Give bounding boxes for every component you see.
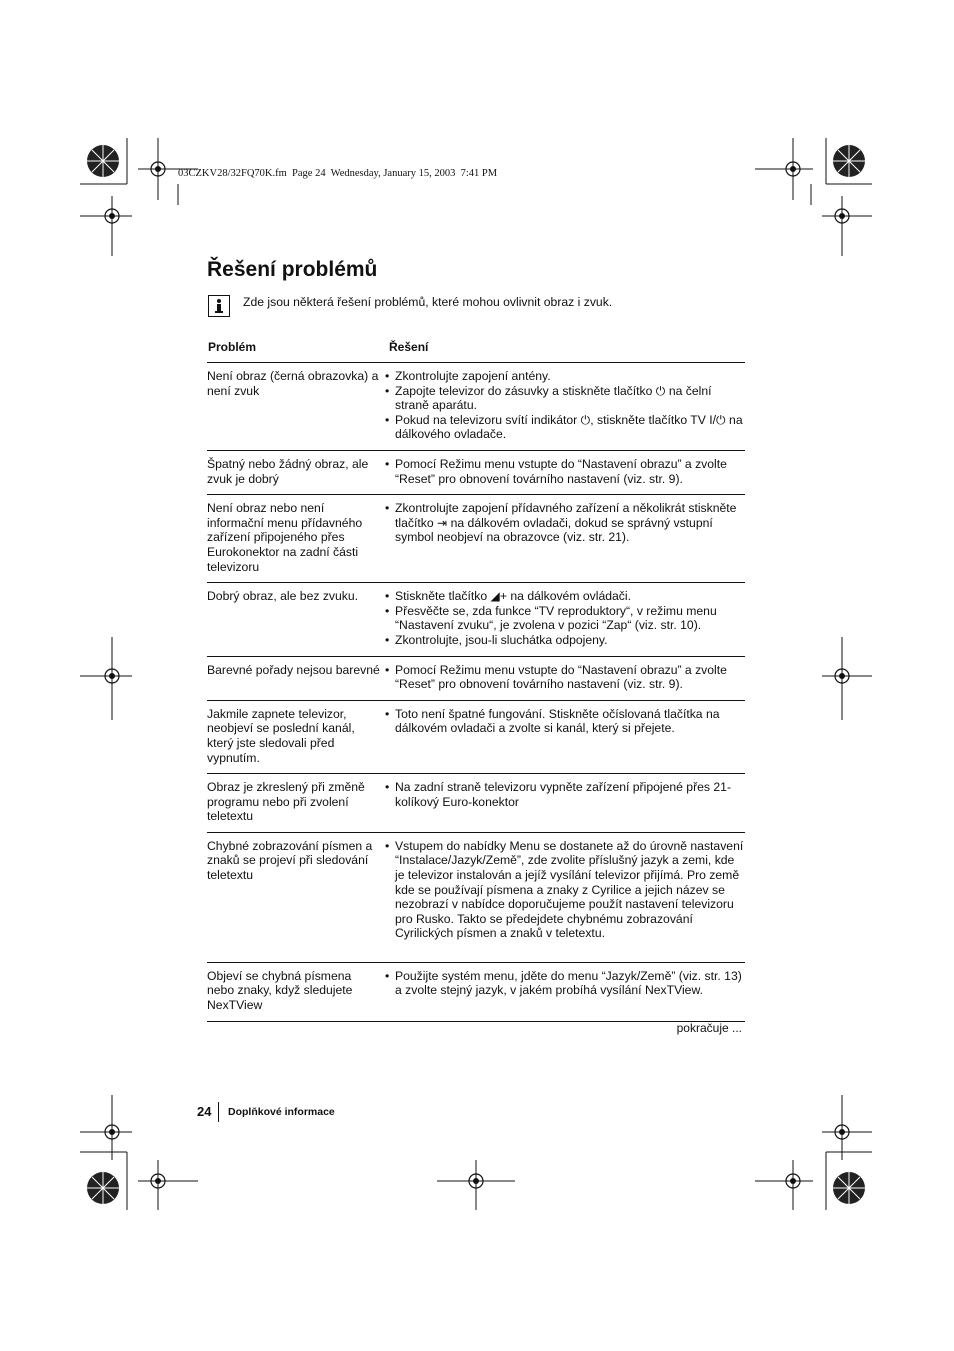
table-row <box>207 657 745 701</box>
solution-list <box>385 369 745 442</box>
solution-item: • Přesvěčte se, zda funkce “TV reproduktory“, v režimu menu “Nastavení zvuku“, je zvolena v pozici “Zap“ (viz. str. 10). <box>385 604 745 633</box>
table-row <box>207 701 745 774</box>
page-title: Řešení problémů <box>207 258 378 281</box>
continue-note: pokračuje ... <box>676 1021 742 1035</box>
solution-item: • Toto není špatné fungování. Stiskněte očíslovaná tlačítka na dálkovém ovladači a zvolte si kanál, který si přejete. <box>385 707 745 736</box>
table-row <box>207 495 745 583</box>
solution-item: • Použijte systém menu, jděte do menu “Jazyk/Země” (viz. str. 13) a zvolte stejný jazyk, v jakém probíhá vysílání NexTView. <box>385 969 745 998</box>
solution-list <box>385 839 745 954</box>
solution-item: • Vstupem do nabídky Menu se dostanete až do úrovně nastavení “Instalace/Jazyk/Země”, zde zvolite příslušný jazyk a zemi, kde je televizor instalován a jejíž vysílání televizor přijímá. Pro země kde se používají písmena a znaky z Cyrilice a jejich název se nezobrazí v nabídce doporučujeme použít nastavení televizoru pro Rusko. Takto se předejdete chybnému zobrazování Cyrilických písmen a znaků v teletextu. <box>385 839 745 941</box>
table-row <box>207 451 745 495</box>
solution-item: • Zkontrolujte zapojení přídavného zařízení a několikrát stiskněte tlačítko ⇥ na dálkovém ovladači, dokud se správný vstupní symbol neobjeví na obrazovce (viz. str. 21). <box>385 501 745 545</box>
solution-item: • Zkontrolujte zapojení antény. <box>385 369 745 384</box>
solution-item: • Stiskněte tlačítko ◢+ na dálkovém ovládači. <box>385 589 745 604</box>
problem-cell: Barevné pořady nejsou barevné <box>207 662 380 677</box>
footer-separator <box>218 1102 219 1122</box>
problem-cell: Obraz je zkreslený při změně programu nebo při zvolení teletextu <box>207 780 365 824</box>
solution-list <box>385 663 745 692</box>
solution-list <box>385 780 745 824</box>
table-row <box>207 363 745 451</box>
solution-item: • Pokud na televizoru svítí indikátor ⏻, stiskněte tlačítko TV I/⏻ na dálkového ovladače. <box>385 413 745 442</box>
problem-cell: Není obraz (černá obrazovka) a není zvuk <box>207 369 379 398</box>
problem-cell: Objeví se chybná písmena nebo znaky, když sledujete NexTView <box>207 968 353 1013</box>
table-row <box>207 583 745 656</box>
solution-list <box>385 707 745 765</box>
solution-list <box>385 501 745 574</box>
problem-cell: Není obraz nebo není informační menu přídavného zařízení připojeného přes Eurokonektor na zadní části televizoru <box>207 501 363 574</box>
solution-item: • Na zadní straně televizoru vypněte zařízení připojené přes 21-kolíkový Euro-konektor <box>385 780 745 809</box>
problem-cell: Jakmile zapnete televizor, neobjeví se poslední kanál, který jste sledovali před vypnutím. <box>207 706 355 765</box>
solution-item: • Zkontrolujte, jsou-li sluchátka odpojeny. <box>385 633 745 648</box>
table-row <box>207 774 745 833</box>
column-header-solution: Řešení <box>389 340 429 354</box>
intro-text: Zde jsou některá řešení problémů, které mohou ovlivnit obraz i zvuk. <box>243 295 613 309</box>
file-header-line: 03CZKV28/32FQ70K.fm Page 24 Wednesday, January 15, 2003 7:41 PM <box>178 168 498 179</box>
solution-item: • Zapojte televizor do zásuvky a stiskněte tlačítko ⏻ na čelní straně aparátu. <box>385 384 745 413</box>
page-number: 24 <box>197 1104 212 1119</box>
solution-item: • Pomocí Režimu menu vstupte do “Nastavení obrazu” a zvolte “Reset” pro obnovení továrního nastavení (viz. str. 9). <box>385 663 745 692</box>
solution-list <box>385 589 745 647</box>
problem-cell: Špatný nebo žádný obraz, ale zvuk je dobrý <box>207 457 369 486</box>
solution-item: • Pomocí Režimu menu vstupte do “Nastavení obrazu” a zvolte “Reset” pro obnovení továrního nastavení (viz. str. 9). <box>385 457 745 486</box>
info-icon <box>208 295 230 317</box>
table-row <box>207 833 745 963</box>
footer-section-title: Doplňkové informace <box>228 1106 335 1118</box>
solution-list <box>385 969 745 1013</box>
problem-cell: Chybné zobrazování písmen a znaků se projeví při sledování teletextu <box>207 838 373 883</box>
problem-cell: Dobrý obraz, ale bez zvuku. <box>207 589 359 604</box>
solution-list <box>385 457 745 486</box>
troubleshooting-table <box>207 362 745 1022</box>
table-row <box>207 963 745 1022</box>
column-header-problem: Problém <box>208 340 257 354</box>
